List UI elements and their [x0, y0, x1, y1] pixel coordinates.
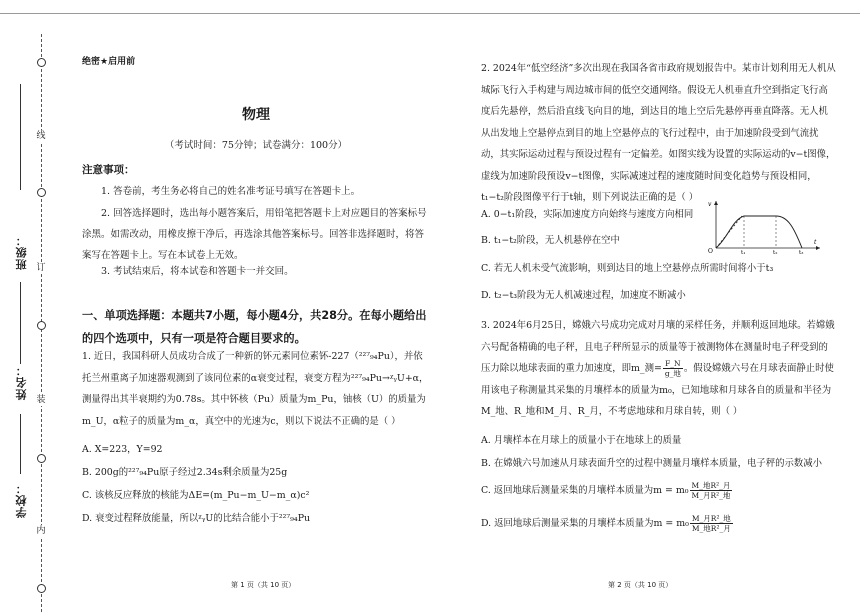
q1-option-b: B. 200g的²²⁷₉₄Pu原子经过2.34s剩余质量为25g	[82, 467, 288, 478]
graph-label-t1: t₁	[741, 250, 746, 254]
notice-item-2: 2. 回答选择题时，选出每小题答案后，用铅笔把答题卡上对应题目的答案标号涂黑。如需改动，用橡皮擦干净后，再选涂其他答案标号。回答非选择题时，将答案写在答题卡上。写在本试卷上无效。	[82, 208, 427, 261]
binding-word-inside: 内	[34, 525, 48, 537]
q1-option-c: C. 该核反应释放的核能为ΔE=(m_Pu−m_U−m_α)c²	[82, 490, 310, 501]
q3-d-num: M_月R²_地	[691, 514, 731, 523]
binding-word-line: 线	[34, 130, 48, 142]
graph-label-t3: t₃	[799, 250, 804, 254]
q3-option-b: B. 在嫦娥六号加速从月球表面升空的过程中测量月壤样本质量，电子秤的示数减小	[481, 458, 822, 469]
q3-fraction-den: g_地	[664, 369, 681, 378]
q3-d-den: M_地R²_月	[691, 524, 731, 533]
q3-option-a: A. 月壤样本在月球上的质量小于在地球上的质量	[481, 435, 682, 446]
q3-option-d-fraction	[690, 514, 733, 533]
q1-option-d: D. 衰变过程释放能量，所以ᵡᵧU的比结合能小于²²⁷₉₄Pu	[82, 513, 311, 524]
name-label: 姓名：	[15, 364, 28, 400]
graph-label-v: v	[708, 201, 712, 208]
graph-label-t: t	[814, 239, 817, 246]
graph-label-o: O	[708, 248, 713, 254]
binding-hole	[37, 454, 46, 463]
page-1-footer: 第 1 页（共 10 页）	[231, 581, 296, 589]
exam-info: （考试时间：75分钟；试卷满分：100分）	[164, 140, 348, 151]
binding-hole	[37, 584, 46, 593]
binding-margin	[0, 14, 62, 608]
q3-c-den: M_月R²_地	[691, 491, 731, 500]
class-write-line	[20, 84, 21, 190]
page-2-footer: 第 2 页（共 10 页）	[608, 581, 673, 589]
graph-v-arrow	[714, 201, 718, 205]
q3-option-c	[481, 481, 733, 500]
binding-word-assemble: 装	[34, 394, 48, 406]
notice-item-3: 3. 考试结束后，将本试卷和答题卡一并交回。	[101, 266, 294, 277]
q2-option-b: B. t₁−t₂阶段，无人机悬停在空中	[481, 235, 620, 246]
binding-hole	[37, 188, 46, 197]
q3-text-part-b: 。假设嫦娥六号在月球表面静止时使用该电子称测量其采集的月壤样本的质量为m₀，已知地球和月球各自的质量和半径为M_地、R_地和M_月、R_月，不考虑地球和月球自转，则（ ）	[481, 363, 834, 417]
subject-title: 物理	[242, 107, 270, 123]
graph-label-t2: t₂	[773, 250, 778, 254]
notice-item-1: 1. 答卷前，考生务必将自己的姓名准考证号填写在答题卡上。	[101, 186, 361, 197]
secret-header: 绝密★启用前	[82, 57, 136, 67]
graph-preset-line	[716, 216, 742, 248]
binding-word-order: 订	[34, 262, 48, 274]
velocity-time-graph	[706, 198, 824, 254]
school-label: 学校：	[15, 482, 28, 518]
q3-text-part-a: 3. 2024年6月25日，嫦娥六号成功完成对月壤的采样任务，并顺利返回地球。若嫦娥六号配备精确的电子秤，且电子秤所显示的质量等于被测物体在测量时电子秤受到的压力除以地球表面的重力加速度，即	[481, 320, 835, 374]
q3-c-num: M_地R²_月	[691, 481, 731, 490]
question-1-text: 1. 近日，我国科研人员成功合成了一种新的钚元素同位素钚-227（²²⁷₉₄Pu），并依托兰州重离子加速器观测到了该同位素的α衰变过程，衰变方程为²²⁷₉₄Pu→ᵡᵧU+α，测量得出其半衰期约为0.78s。其中钚核（Pu）质量为m_Pu，铀核（U）的质量为m_U，α粒子的质量为m_α，真空中的光速为c，则以下说法不正确的是（ ）	[82, 351, 429, 427]
binding-hole	[37, 58, 46, 67]
graph-t-arrow	[816, 246, 820, 250]
q2-option-d: D. t₂−t₃阶段为无人机减速过程，加速度不断减小	[481, 290, 686, 301]
name-write-line	[20, 282, 21, 364]
q3-option-d	[481, 514, 734, 533]
q2-option-c: C. 若无人机未受气流影响，则到达目的地上空悬停点所需时间将小于t₃	[481, 263, 774, 274]
class-label: 班级：	[15, 234, 28, 270]
q3-option-d-prefix: D. 返回地球后测量采集的月壤样本质量为m = m₀	[481, 518, 689, 529]
question-2-text: 2. 2024年“低空经济”多次出现在我国各省市政府规划报告中。某市计划利用无人机从城际飞行入手构建与周边城市间的低空交通网络。假设无人机垂直升空到指定飞行高度后先悬停，然后沿直线飞向目的地，到达目的地上空后先悬停再垂直降落。无人机从出发地上空悬停点到目的地上空悬停点的飞行过程中，由于加速阶段受到气流扰动，其实际运动过程与预设过程有一定偏差。如图实线为设置的实际运动的v−t图像，虚线为加速阶段预设v−t图像，实际减速过程的速度随时间变化趋势与预设相同，t₁−t₂阶段图像平行于t轴，则下列说法正确的是（ ）	[481, 63, 836, 203]
school-write-line	[20, 414, 21, 474]
q2-option-a: A. 0−t₁阶段，实际加速度方向始终与速度方向相同	[481, 209, 694, 220]
q1-option-a: A. X=223，Y=92	[82, 444, 163, 455]
top-rule	[0, 13, 860, 14]
q3-formula-lhs: m_测=	[631, 363, 662, 374]
q3-option-c-fraction	[690, 481, 733, 500]
notice-title: 注意事项：	[82, 164, 135, 176]
binding-hole	[37, 321, 46, 330]
q3-option-c-prefix: C. 返回地球后测量采集的月壤样本质量为m = m₀	[481, 485, 689, 496]
q3-formula-fraction	[663, 359, 683, 378]
q3-fraction-num: F_N	[663, 359, 683, 369]
section-heading: 一、单项选择题：本题共7小题，每小题4分，共28分。在每小题给出的四个选项中，只有一项是符合题目要求的。	[82, 309, 427, 345]
question-3-text	[481, 315, 837, 423]
